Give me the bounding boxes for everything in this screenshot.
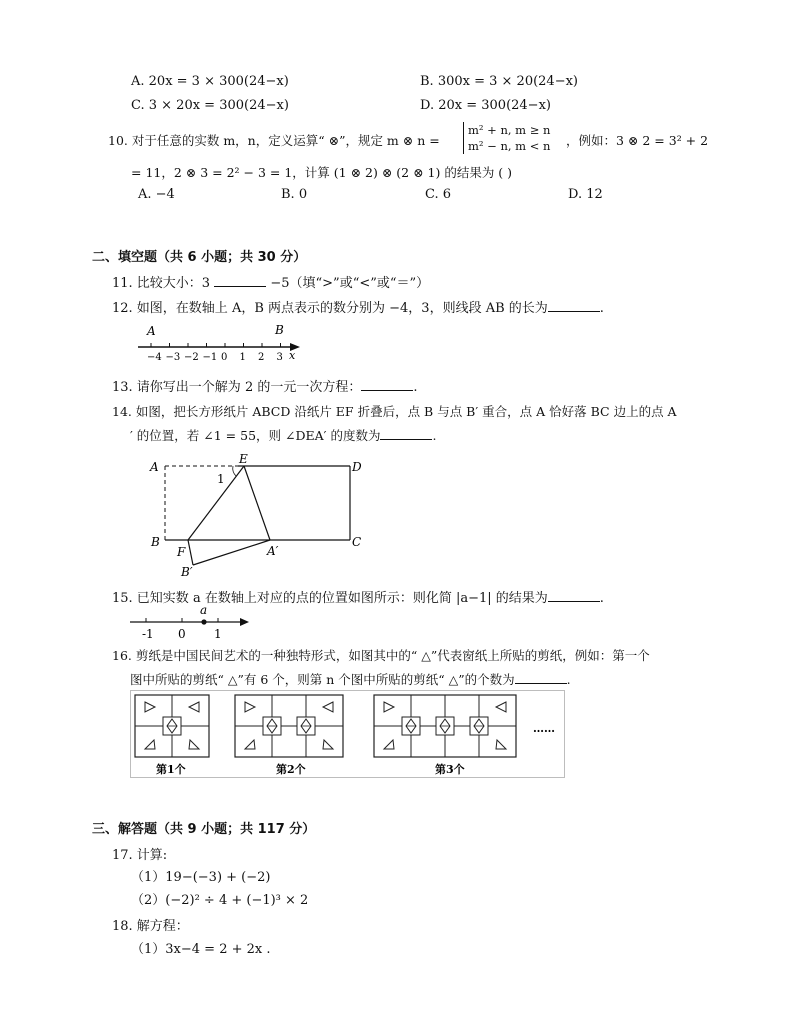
q15-text: 15. 已知实数 a 在数轴上对应的点的位置如图所示：则化简 |a−1| 的结果为 . [112,591,604,606]
q12-tick-label: 2 [258,352,265,363]
q15-stem: 15. 已知实数 a 在数轴上对应的点的位置如图所示：则化简 |a−1| 的结果为 [112,591,548,606]
q17-part-2: （2）(−2)² ÷ 4 + (−1)³ × 2 [131,893,309,908]
q14-label-f: F [177,545,186,559]
q10-stem-tail: ，例如：3 ⊗ 2 = 3² + 2 [566,133,709,148]
q10-stem-line2: = 11，2 ⊗ 3 = 2² − 3 = 1，计算 (1 ⊗ 2) ⊗ (2 ⊗ 1) 的结果为 ( ) [131,165,513,180]
q14-answer-blank[interactable] [380,427,432,440]
q15-answer-blank[interactable] [548,589,600,602]
q15-point-a-label: a [200,603,208,617]
q14-stem: ′ 的位置，若 ∠1 = 55，则 ∠DEA′ 的度数为 [130,428,381,443]
q14-label-a: A [150,460,159,474]
q12-tick-label: 0 [221,352,228,363]
q14-label-b: B [151,535,160,549]
q15-tick-label: -1 [142,627,154,641]
q9-option-a: A. 20x = 3 × 300(24−x) [131,74,289,89]
q17-part-1: （1）19−(−3) + (−2) [131,870,271,885]
q14-label-angle-1: 1 [217,472,225,486]
q15-tick-label: 1 [214,627,222,641]
q16-panel-2 [235,695,343,757]
q18-title: 18. 解方程： [112,919,189,934]
q13-answer-blank[interactable] [361,378,413,391]
q15-point-a-dot [201,619,206,624]
q12-point-b-label: B [275,323,284,337]
q14-folding-figure [140,450,380,580]
q16-caption-2: 第2个 [276,763,306,776]
q13-stem: 13. 请你写出一个解为 2 的一元一次方程： [112,380,362,395]
q9-option-b: B. 300x = 3 × 20(24−x) [420,74,578,89]
q12-tick-label: −4 [147,352,162,363]
q16-papercut-figure [130,690,568,780]
q10-option-b: B. 0 [281,187,308,202]
q12-tick-label: 3 [276,352,283,363]
q16-panel-3 [374,695,516,757]
q14-label-e: E [239,452,248,466]
q14-segment-fb2 [188,540,193,565]
q16-stem: 图中所贴的剪纸“ △”有 6 个，则第 n 个图中所贴的剪纸“ △”的个数为 [130,672,515,687]
q11-prefix: 11. 比较大小：3 [112,276,211,291]
q10-case-2: m² − n, m < n [468,139,551,153]
section-2-title: 二、填空题（共 6 小题；共 30 分） [92,250,307,265]
q10-option-a: A. −4 [138,187,175,202]
q11-suffix: −5（填“>”或“<”或“＝”） [266,276,430,291]
q12-axis-var: x [289,349,296,362]
q14-label-b-prime: B′ [181,565,193,579]
q12-point-a-label: A [147,324,156,338]
q16-line2: 图中所贴的剪纸“ △”有 6 个，则第 n 个图中所贴的剪纸“ △”的个数为 . [130,672,571,687]
q11-answer-blank[interactable] [214,274,266,287]
q11-text [112,272,429,291]
section-3-title: 三、解答题（共 9 小题；共 117 分） [92,822,316,837]
q15-number-line [128,602,250,642]
q14-line1: 14. 如图，把长方形纸片 ABCD 沿纸片 EF 折叠后，点 B 与点 B′ 重合，点 A 恰好落 BC 边上的点 A [112,404,677,419]
q14-line2: ′ 的位置，若 ∠1 = 55，则 ∠DEA′ 的度数为 . [130,428,437,443]
q14-angle-1-arc [233,466,236,476]
q16-caption-1: 第1个 [156,763,186,776]
q10-option-d: D. 12 [568,187,603,202]
q10-option-c: C. 6 [425,187,452,202]
q14-label-c: C [352,535,362,549]
q15-tick-label: 0 [178,627,186,641]
q14-fold-line-ef [188,466,244,540]
q17-title: 17. 计算: [112,848,168,863]
q12-stem: 12. 如图，在数轴上 A，B 两点表示的数分别为 −4，3，则线段 AB 的长为 [112,301,548,316]
q14-label-d: D [352,460,362,474]
q10-case-1: m² + n, m ≥ n [468,123,551,137]
q16-caption-3: 第3个 [435,763,465,776]
q12-tick-label: −2 [184,352,199,363]
q16-line1: 16. 剪纸是中国民间艺术的一种独特形式，如图其中的“ △”代表窗纸上所贴的剪纸，例如：第一个 [112,648,650,663]
q18-part-1: （1）3x−4 = 2 + 2x . [131,942,271,957]
q12-tick-label: −3 [165,352,181,363]
q16-answer-blank[interactable] [515,671,567,684]
q10-stem-line1: 10. 对于任意的实数 m，n，定义运算“ ⊗”，规定 m ⊗ n = [108,133,440,148]
q14-segment-ea2 [244,466,270,540]
q10-piecewise [463,122,550,154]
q13-text: 13. 请你写出一个解为 2 的一元一次方程： . [112,380,418,395]
q12-text: 12. 如图，在数轴上 A，B 两点表示的数分别为 −4，3，则线段 AB 的长为 . [112,301,604,316]
q12-tick-label: −1 [202,352,218,363]
q12-answer-blank[interactable] [548,299,600,312]
q12-tick-label: 1 [239,352,246,363]
q16-panel-1 [135,695,209,757]
q9-option-c: C. 3 × 20x = 300(24−x) [131,98,289,113]
q9-option-d: D. 20x = 300(24−x) [420,98,551,113]
q14-label-a-prime: A′ [267,544,279,558]
q16-ellipsis: …… [533,722,555,735]
q14-segment-b2a2 [193,540,270,565]
q12-number-line [134,320,304,366]
